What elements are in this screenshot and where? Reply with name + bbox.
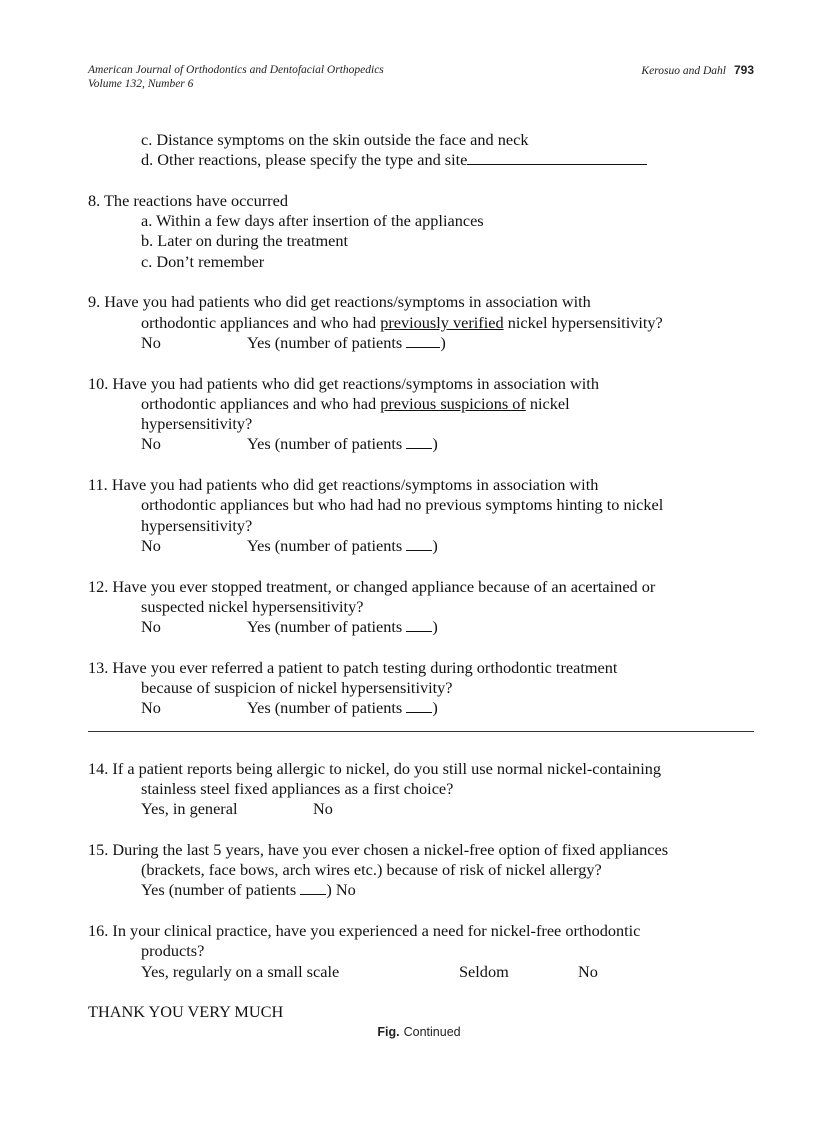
- q10-question: 10. Have you had patients who did get reactions/symptoms in association with: [88, 373, 599, 393]
- q10-no[interactable]: No: [141, 434, 161, 454]
- figure-caption-text: Continued: [403, 1025, 461, 1039]
- q7-option-d: [88, 150, 756, 170]
- q8-option-a: a. Within a few days after insertion of the appliances: [141, 211, 484, 231]
- q9-answers: [88, 333, 756, 353]
- journal-title: American Journal of Orthodontics and Dentofacial Orthopedics: [88, 64, 384, 76]
- q13-close-paren: ): [432, 698, 438, 718]
- q9-text: orthodontic appliances and who had: [141, 312, 381, 332]
- q15-question: 15. During the last 5 years, have you ever chosen a nickel-free option of fixed appliances: [88, 839, 669, 859]
- q8-question: 8. The reactions have occurred: [88, 190, 288, 210]
- q15-count-blank[interactable]: [300, 880, 326, 895]
- q9-yes[interactable]: Yes (number of patients: [247, 332, 407, 352]
- q9-close-paren: ): [440, 332, 446, 352]
- q10-answers: [88, 434, 756, 454]
- q14-yes[interactable]: Yes, in general: [141, 799, 238, 819]
- q13-yes[interactable]: Yes (number of patients: [247, 698, 407, 718]
- q15-no[interactable]: ) No: [326, 880, 356, 900]
- q10-underlined-text: previous suspicions of: [380, 393, 526, 413]
- q13-count-blank[interactable]: [406, 698, 432, 713]
- specify-blank[interactable]: [467, 150, 647, 165]
- section-divider: [88, 731, 754, 732]
- q11-yes[interactable]: Yes (number of patients: [247, 535, 407, 555]
- q16-question-line2: products?: [141, 941, 205, 961]
- q11-close-paren: ): [432, 535, 438, 555]
- q10-question-line2: [88, 394, 756, 414]
- q16-option-no[interactable]: No: [578, 961, 598, 981]
- q16-option-regularly[interactable]: Yes, regularly on a small scale: [141, 961, 340, 981]
- journal-volume: Volume 132, Number 6: [88, 78, 194, 90]
- q12-no[interactable]: No: [141, 617, 161, 637]
- q13-question: 13. Have you ever referred a patient to patch testing during orthodontic treatment: [88, 657, 618, 677]
- authors: Kerosuo and Dahl: [641, 65, 726, 77]
- q9-count-blank[interactable]: [406, 333, 440, 348]
- q11-question-line3: hypersensitivity?: [141, 515, 253, 535]
- q10-question-line3: hypersensitivity?: [141, 414, 253, 434]
- q14-answers: [88, 799, 756, 819]
- q11-count-blank[interactable]: [406, 536, 432, 551]
- q10-text: orthodontic appliances and who had: [141, 393, 381, 413]
- q16-answers: [88, 962, 756, 982]
- q12-question-line2: suspected nickel hypersensitivity?: [141, 596, 364, 616]
- q15-question-line2: (brackets, face bows, arch wires etc.) because of risk of nickel allergy?: [141, 860, 602, 880]
- q14-no[interactable]: No: [313, 799, 333, 819]
- page-number: 793: [733, 63, 754, 77]
- running-header-journal: [88, 63, 384, 91]
- q12-count-blank[interactable]: [406, 617, 432, 632]
- figure-label: Fig.: [377, 1025, 400, 1039]
- q12-question: 12. Have you ever stopped treatment, or changed appliance because of an acertained or: [88, 576, 656, 596]
- q9-no[interactable]: No: [141, 332, 161, 352]
- q13-no[interactable]: No: [141, 698, 161, 718]
- q11-question: 11. Have you had patients who did get reactions/symptoms in association with: [88, 475, 599, 495]
- q16-question: 16. In your clinical practice, have you experienced a need for nickel-free orthodontic: [88, 920, 641, 940]
- q11-no[interactable]: No: [141, 535, 161, 555]
- q7-option-d-text: d. Other reactions, please specify the type and site: [141, 150, 468, 170]
- q12-answers: [88, 617, 756, 637]
- q9-text-end: nickel hypersensitivity?: [503, 312, 663, 332]
- q12-close-paren: ): [432, 617, 438, 637]
- q10-yes[interactable]: Yes (number of patients: [247, 434, 407, 454]
- q16-option-seldom[interactable]: Seldom: [459, 961, 509, 981]
- q10-text-end: nickel: [525, 393, 570, 413]
- q11-question-line2: orthodontic appliances but who had had no previous symptoms hinting to nickel: [141, 495, 664, 515]
- q13-answers: [88, 698, 756, 718]
- q15-yes[interactable]: Yes (number of patients: [141, 880, 301, 900]
- q10-count-blank[interactable]: [406, 434, 432, 449]
- q12-yes[interactable]: Yes (number of patients: [247, 617, 407, 637]
- q14-question-line2: stainless steel fixed appliances as a first choice?: [141, 778, 454, 798]
- q10-close-paren: ): [432, 434, 438, 454]
- running-header-authors: [641, 63, 754, 78]
- q8-option-b: b. Later on during the treatment: [141, 231, 349, 251]
- q13-question-line2: because of suspicion of nickel hypersensitivity?: [141, 678, 453, 698]
- figure-caption: [0, 1025, 838, 1039]
- q11-answers: [88, 536, 756, 556]
- q9-underlined-text: previously verified: [380, 312, 504, 332]
- q7-option-c: c. Distance symptoms on the skin outside the face and neck: [141, 130, 529, 149]
- thank-you: THANK YOU VERY MUCH: [88, 1002, 284, 1022]
- q9-question-line2: [88, 313, 756, 333]
- q15-answers: [88, 880, 756, 900]
- q8-option-c: c. Don’t remember: [141, 251, 265, 271]
- questionnaire: [88, 130, 756, 1022]
- q14-question: 14. If a patient reports being allergic to nickel, do you still use normal nickel-containing: [88, 758, 662, 778]
- q9-question: 9. Have you had patients who did get reactions/symptoms in association with: [88, 292, 591, 312]
